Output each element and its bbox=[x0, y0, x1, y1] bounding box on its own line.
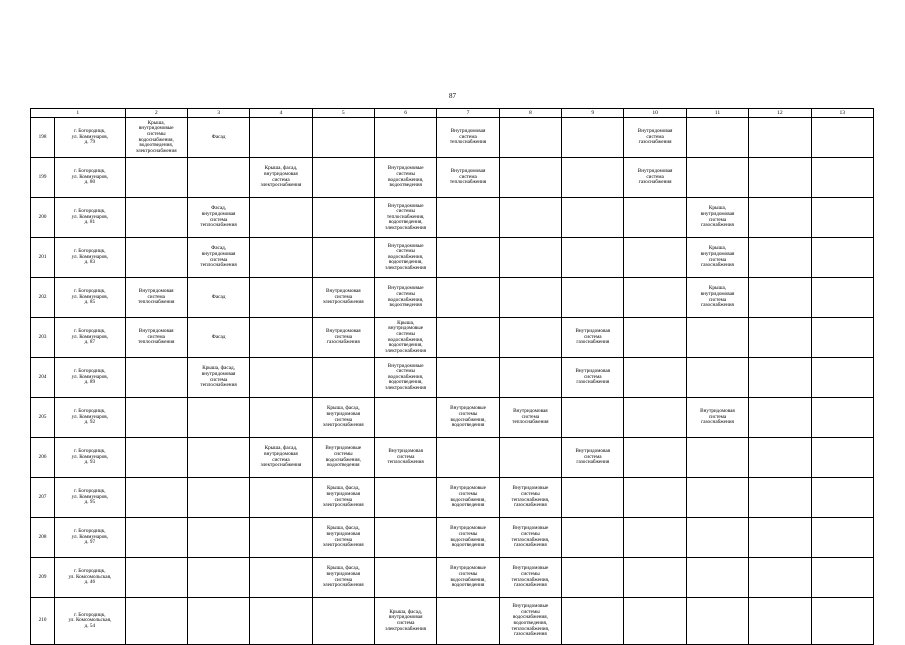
row-number: 204 bbox=[31, 358, 55, 398]
work-cell bbox=[499, 598, 561, 645]
work-text: Фасад bbox=[211, 333, 226, 340]
work-cell bbox=[749, 558, 811, 598]
work-text: Фасад, внутридомовая система теплоснабжения bbox=[200, 245, 237, 269]
work-cell bbox=[312, 438, 374, 478]
work-cell bbox=[686, 238, 748, 278]
work-cell bbox=[187, 238, 249, 278]
work-cell bbox=[437, 198, 499, 238]
work-text: Крыша, фасад, внутридомовая система теплоснабжения bbox=[200, 365, 237, 389]
row-number: 209 bbox=[31, 558, 55, 598]
work-text: Крыша, фасад, внутридомовая система электроснабжения bbox=[322, 565, 364, 589]
work-text: Внутридомовая система газоснабжения bbox=[575, 448, 611, 466]
work-cell bbox=[499, 478, 561, 518]
work-text: Внутридомовые системы водоснабжения, водоотведения bbox=[387, 285, 424, 309]
work-text: Крыша, внутридомовая система газоснабжения bbox=[700, 285, 735, 309]
column-header: 6 bbox=[375, 109, 437, 118]
work-cell bbox=[125, 438, 187, 478]
work-cell bbox=[125, 238, 187, 278]
table-row bbox=[31, 238, 874, 278]
work-text: Внутридомовая система газоснабжения bbox=[575, 368, 611, 386]
work-cell bbox=[562, 398, 624, 438]
work-cell bbox=[312, 158, 374, 198]
work-cell bbox=[686, 158, 748, 198]
work-cell bbox=[749, 438, 811, 478]
work-cell bbox=[312, 398, 374, 438]
work-cell bbox=[624, 518, 686, 558]
work-cell bbox=[312, 598, 374, 645]
address-text: г. Богородицк, ул. Коммунаров, д. 89 bbox=[71, 368, 109, 386]
address-cell bbox=[55, 158, 125, 198]
address-cell bbox=[55, 318, 125, 358]
work-text: Внутридомовая система теплоснабжения bbox=[387, 448, 424, 466]
work-text: Внутридомовая система газоснабжения bbox=[637, 128, 673, 146]
column-header: 4 bbox=[250, 109, 312, 118]
work-cell bbox=[437, 238, 499, 278]
work-cell bbox=[437, 358, 499, 398]
work-cell bbox=[250, 398, 312, 438]
work-cell bbox=[499, 118, 561, 158]
work-cell bbox=[811, 358, 873, 398]
address-cell bbox=[55, 198, 125, 238]
work-cell bbox=[375, 158, 437, 198]
address-cell bbox=[55, 478, 125, 518]
table-row bbox=[31, 358, 874, 398]
work-cell bbox=[125, 398, 187, 438]
address-text: г. Богородицк, ул. Коммунаров, д. 81 bbox=[71, 208, 109, 226]
table-body bbox=[31, 118, 874, 645]
address-text: г. Богородицк, ул. Комсомольская, д. 46 bbox=[68, 568, 112, 586]
work-cell bbox=[624, 598, 686, 645]
work-cell bbox=[125, 198, 187, 238]
work-cell bbox=[562, 118, 624, 158]
work-cell bbox=[686, 398, 748, 438]
work-cell bbox=[499, 158, 561, 198]
work-text: Внутридомовые системы теплоснабжения, газоснабжения bbox=[511, 525, 550, 549]
work-cell bbox=[312, 238, 374, 278]
work-cell bbox=[749, 518, 811, 558]
work-cell bbox=[187, 598, 249, 645]
table-row bbox=[31, 118, 874, 158]
work-cell bbox=[562, 518, 624, 558]
address-text: г. Богородицк, ул. Коммунаров, д. 87 bbox=[71, 328, 109, 346]
work-text: Крыша, фасад, внутридомовая система электроснабжения bbox=[260, 165, 302, 189]
work-cell bbox=[375, 318, 437, 358]
column-header: 5 bbox=[312, 109, 374, 118]
work-cell bbox=[187, 118, 249, 158]
work-cell bbox=[375, 198, 437, 238]
work-cell bbox=[562, 198, 624, 238]
work-cell bbox=[686, 518, 748, 558]
work-cell bbox=[250, 198, 312, 238]
work-text: Внутридомовые системы водоснабжения, водоотведения bbox=[325, 445, 362, 469]
work-cell bbox=[187, 558, 249, 598]
row-number: 199 bbox=[31, 158, 55, 198]
work-cell bbox=[437, 438, 499, 478]
work-cell bbox=[437, 478, 499, 518]
work-text: Внутридомовая система газоснабжения bbox=[637, 168, 673, 186]
address-cell bbox=[55, 518, 125, 558]
work-text: Внутридомовые системы водоснабжения, водоотведения bbox=[450, 405, 486, 429]
table-row bbox=[31, 318, 874, 358]
row-number: 206 bbox=[31, 438, 55, 478]
address-cell bbox=[55, 438, 125, 478]
work-cell bbox=[811, 118, 873, 158]
work-cell bbox=[250, 478, 312, 518]
work-cell bbox=[375, 438, 437, 478]
work-cell bbox=[375, 518, 437, 558]
row-number: 203 bbox=[31, 318, 55, 358]
work-cell bbox=[250, 438, 312, 478]
address-cell bbox=[55, 278, 125, 318]
work-text: Внутридомовая система теплоснабжения bbox=[138, 288, 175, 306]
work-cell bbox=[312, 198, 374, 238]
work-text: Внутридомовая система газоснабжения bbox=[326, 328, 361, 346]
work-text: Внутридомовые системы водоснабжения, водоотведения, электроснабжения bbox=[385, 362, 427, 391]
work-text: Внутридомовые системы теплоснабжения, водоотведения, электроснабжения bbox=[385, 202, 427, 231]
work-cell bbox=[562, 318, 624, 358]
work-cell bbox=[749, 158, 811, 198]
work-cell bbox=[187, 398, 249, 438]
work-cell bbox=[250, 278, 312, 318]
work-cell bbox=[686, 118, 748, 158]
column-header: 12 bbox=[749, 109, 811, 118]
work-text: Крыша, фасад, внутридомовая система электроснабжения bbox=[260, 445, 302, 469]
address-cell bbox=[55, 238, 125, 278]
work-cell bbox=[499, 398, 561, 438]
address-cell bbox=[55, 398, 125, 438]
page-number: 87 bbox=[449, 92, 456, 100]
work-text: Фасад, внутридомовая система теплоснабжения bbox=[200, 205, 237, 229]
address-text: г. Богородицк, ул. Коммунаров, д. 95 bbox=[71, 488, 109, 506]
work-cell bbox=[312, 518, 374, 558]
work-cell bbox=[811, 558, 873, 598]
work-cell bbox=[749, 358, 811, 398]
work-cell bbox=[686, 438, 748, 478]
work-cell bbox=[686, 558, 748, 598]
work-cell bbox=[187, 318, 249, 358]
work-cell bbox=[811, 318, 873, 358]
work-cell bbox=[686, 318, 748, 358]
work-cell bbox=[437, 558, 499, 598]
work-cell bbox=[250, 598, 312, 645]
work-text: Фасад bbox=[211, 133, 226, 140]
work-cell bbox=[250, 318, 312, 358]
work-text: Фасад bbox=[211, 293, 226, 300]
work-cell bbox=[624, 118, 686, 158]
work-cell bbox=[187, 278, 249, 318]
address-cell bbox=[55, 118, 125, 158]
work-text: Крыша, фасад, внутридомовая система электроснабжения bbox=[322, 485, 364, 509]
work-text: Крыша, внутридомовая система газоснабжения bbox=[700, 245, 735, 269]
work-cell bbox=[187, 518, 249, 558]
work-cell bbox=[811, 478, 873, 518]
work-cell bbox=[375, 278, 437, 318]
address-text: г. Богородицк, ул. Коммунаров, д. 85 bbox=[71, 288, 109, 306]
work-cell bbox=[250, 358, 312, 398]
work-cell bbox=[250, 158, 312, 198]
work-cell bbox=[749, 198, 811, 238]
work-cell bbox=[686, 598, 748, 645]
work-cell bbox=[562, 158, 624, 198]
work-cell bbox=[125, 518, 187, 558]
work-text: Внутридомовая система газоснабжения bbox=[700, 408, 735, 426]
work-text: Внутридомовые системы теплоснабжения, газоснабжения bbox=[511, 485, 550, 509]
work-cell bbox=[312, 558, 374, 598]
work-cell bbox=[437, 118, 499, 158]
work-text: Внутридомовые системы водоснабжения, водоотведения, теплоснабжения, газоснабжения bbox=[511, 603, 550, 638]
table-row bbox=[31, 558, 874, 598]
work-cell bbox=[499, 318, 561, 358]
work-cell bbox=[125, 358, 187, 398]
work-text: Внутридомовая система теплоснабжения bbox=[138, 328, 175, 346]
work-cell bbox=[499, 358, 561, 398]
work-cell bbox=[375, 118, 437, 158]
column-header: 3 bbox=[187, 109, 249, 118]
work-cell bbox=[811, 278, 873, 318]
work-cell bbox=[250, 118, 312, 158]
work-cell bbox=[125, 478, 187, 518]
work-cell bbox=[312, 478, 374, 518]
work-text: Внутридомовая система теплоснабжения bbox=[512, 408, 549, 426]
work-cell bbox=[312, 118, 374, 158]
work-text: Крыша, фасад, внутридомовая система электроснабжения bbox=[322, 405, 364, 429]
work-text: Внутридомовая система теплоснабжения bbox=[449, 168, 487, 186]
table-row bbox=[31, 198, 874, 238]
work-text: Внутридомовые системы водоснабжения, водоотведения, электроснабжения bbox=[385, 242, 427, 271]
column-header: 7 bbox=[437, 109, 499, 118]
work-cell bbox=[686, 278, 748, 318]
address-text: г. Богородицк, ул. Коммунаров, д. 80 bbox=[71, 168, 109, 186]
row-number: 201 bbox=[31, 238, 55, 278]
work-cell bbox=[686, 478, 748, 518]
work-cell bbox=[624, 238, 686, 278]
work-cell bbox=[187, 158, 249, 198]
address-text: г. Богородицк, ул. Коммунаров, д. 83 bbox=[71, 248, 109, 266]
work-cell bbox=[811, 198, 873, 238]
work-cell bbox=[624, 478, 686, 518]
work-cell bbox=[811, 598, 873, 645]
work-cell bbox=[624, 198, 686, 238]
work-cell bbox=[187, 478, 249, 518]
work-text: Крыша, внутридомовая система газоснабжения bbox=[700, 205, 735, 229]
address-cell bbox=[55, 558, 125, 598]
work-cell bbox=[437, 518, 499, 558]
work-cell bbox=[125, 278, 187, 318]
column-header: 8 bbox=[499, 109, 561, 118]
work-cell bbox=[686, 358, 748, 398]
work-cell bbox=[437, 158, 499, 198]
work-cell bbox=[375, 358, 437, 398]
work-cell bbox=[749, 398, 811, 438]
work-cell bbox=[437, 598, 499, 645]
table-row bbox=[31, 518, 874, 558]
column-header: 2 bbox=[125, 109, 187, 118]
work-cell bbox=[749, 318, 811, 358]
work-cell bbox=[312, 278, 374, 318]
work-cell bbox=[624, 438, 686, 478]
work-cell bbox=[624, 278, 686, 318]
work-cell bbox=[624, 158, 686, 198]
column-header: 11 bbox=[686, 109, 748, 118]
row-number: 210 bbox=[31, 598, 55, 645]
work-cell bbox=[562, 278, 624, 318]
work-cell bbox=[499, 198, 561, 238]
work-cell bbox=[499, 238, 561, 278]
work-cell bbox=[562, 238, 624, 278]
work-cell bbox=[811, 518, 873, 558]
work-cell bbox=[562, 558, 624, 598]
work-cell bbox=[811, 398, 873, 438]
work-text: Внутридомовая система теплоснабжения bbox=[449, 128, 487, 146]
work-text: Крыша, фасад, внутридомовая система электроснабжения bbox=[385, 608, 427, 632]
work-cell bbox=[499, 438, 561, 478]
table-row bbox=[31, 598, 874, 645]
work-cell bbox=[749, 238, 811, 278]
work-cell bbox=[624, 398, 686, 438]
column-header: 9 bbox=[562, 109, 624, 118]
work-cell bbox=[811, 158, 873, 198]
work-cell bbox=[250, 518, 312, 558]
work-cell bbox=[312, 318, 374, 358]
work-cell bbox=[187, 438, 249, 478]
work-cell bbox=[187, 198, 249, 238]
work-cell bbox=[749, 278, 811, 318]
work-cell bbox=[624, 318, 686, 358]
address-cell bbox=[55, 358, 125, 398]
work-cell bbox=[624, 558, 686, 598]
work-text: Внутридомовые системы водоснабжения, водоотведения bbox=[450, 525, 486, 549]
row-number: 205 bbox=[31, 398, 55, 438]
work-cell bbox=[437, 318, 499, 358]
address-text: г. Богородицк, ул. Коммунаров, д. 79 bbox=[71, 128, 109, 146]
work-cell bbox=[499, 518, 561, 558]
work-cell bbox=[562, 358, 624, 398]
work-cell bbox=[749, 478, 811, 518]
column-header: 1 bbox=[31, 109, 126, 118]
work-cell bbox=[499, 278, 561, 318]
address-text: г. Богородицк, ул. Комсомольская, д. 54 bbox=[68, 611, 112, 629]
row-number: 198 bbox=[31, 118, 55, 158]
work-cell bbox=[375, 598, 437, 645]
table-row bbox=[31, 398, 874, 438]
work-cell bbox=[624, 358, 686, 398]
work-cell bbox=[250, 558, 312, 598]
table-row bbox=[31, 158, 874, 198]
work-cell bbox=[125, 118, 187, 158]
work-cell bbox=[312, 358, 374, 398]
work-text: Крыша, внутридомовые системы водоснабжения, водоотведения, электроснабжения bbox=[135, 119, 177, 154]
work-cell bbox=[562, 478, 624, 518]
work-cell bbox=[125, 598, 187, 645]
column-header: 13 bbox=[811, 109, 873, 118]
work-text: Внутридомовые системы водоснабжения, водоотведения bbox=[450, 485, 486, 509]
work-cell bbox=[187, 358, 249, 398]
work-cell bbox=[375, 238, 437, 278]
work-cell bbox=[811, 438, 873, 478]
row-number: 207 bbox=[31, 478, 55, 518]
table-row bbox=[31, 478, 874, 518]
work-cell bbox=[125, 158, 187, 198]
work-cell bbox=[250, 238, 312, 278]
work-cell bbox=[562, 438, 624, 478]
work-cell bbox=[437, 398, 499, 438]
work-cell bbox=[375, 398, 437, 438]
work-text: Внутридомовые системы водоснабжения, водоотведения bbox=[387, 165, 424, 189]
work-text: Крыша, внутридомовые системы водоснабжения, водоотведения, электроснабжения bbox=[385, 319, 427, 354]
work-text: Крыша, фасад, внутридомовая система электроснабжения bbox=[322, 525, 364, 549]
column-header: 10 bbox=[624, 109, 686, 118]
work-cell bbox=[686, 198, 748, 238]
work-text: Внутридомовые системы теплоснабжения, газоснабжения bbox=[511, 565, 550, 589]
work-text: Внутридомовая система электроснабжения bbox=[322, 288, 364, 306]
row-number: 202 bbox=[31, 278, 55, 318]
work-cell bbox=[499, 558, 561, 598]
work-cell bbox=[437, 278, 499, 318]
work-text: Внутридомовая система газоснабжения bbox=[575, 328, 611, 346]
work-cell bbox=[125, 558, 187, 598]
work-cell bbox=[749, 118, 811, 158]
work-cell bbox=[811, 238, 873, 278]
address-cell bbox=[55, 598, 125, 645]
header-row bbox=[31, 109, 874, 118]
work-cell bbox=[125, 318, 187, 358]
work-cell bbox=[375, 558, 437, 598]
table-row bbox=[31, 438, 874, 478]
row-number: 200 bbox=[31, 198, 55, 238]
address-text: г. Богородицк, ул. Коммунаров, д. 93 bbox=[71, 448, 109, 466]
table-row bbox=[31, 278, 874, 318]
work-cell bbox=[562, 598, 624, 645]
work-text: Внутридомовые системы водоснабжения, водоотведения bbox=[450, 565, 486, 589]
address-text: г. Богородицк, ул. Коммунаров, д. 97 bbox=[71, 528, 109, 546]
row-number: 208 bbox=[31, 518, 55, 558]
address-text: г. Богородицк, ул. Коммунаров, д. 92 bbox=[71, 408, 109, 426]
work-cell bbox=[375, 478, 437, 518]
work-cell bbox=[749, 598, 811, 645]
repair-schedule-table bbox=[30, 108, 874, 645]
